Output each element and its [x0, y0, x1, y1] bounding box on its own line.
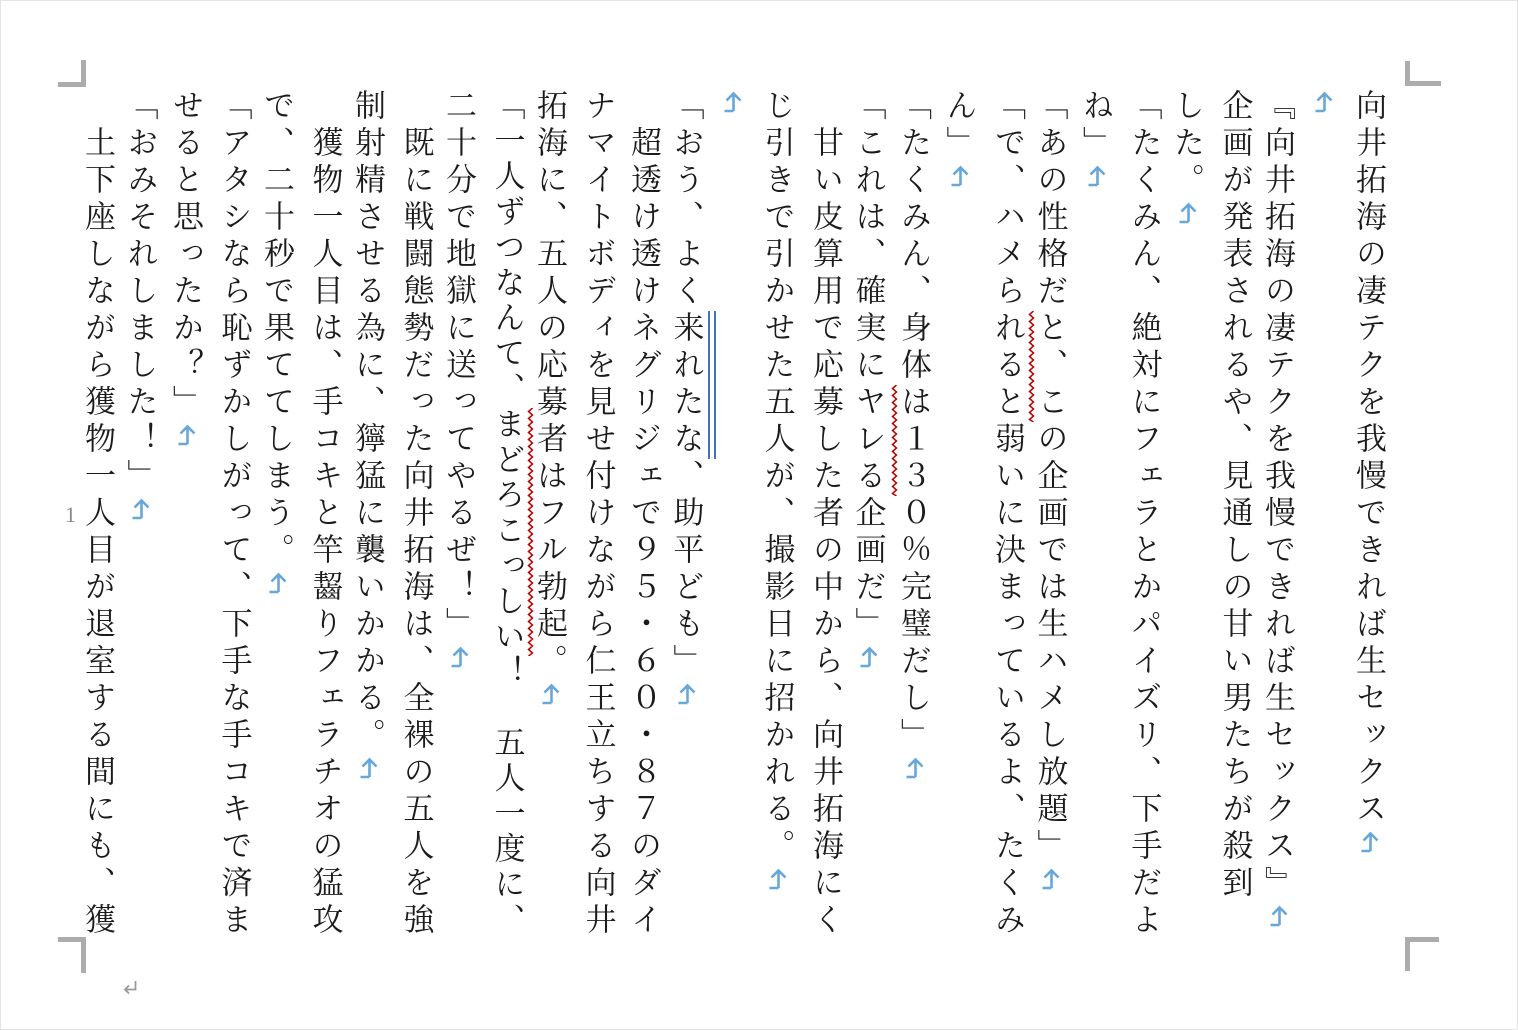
return-arrow-icon	[119, 977, 140, 1003]
text-line[interactable]: 「おみそれしました！」	[120, 89, 166, 942]
vertical-return-arrow-icon	[254, 570, 300, 597]
vertical-return-arrow-icon	[1027, 866, 1073, 893]
text-line[interactable]: 超透け透けネグリジェで９５・６０・８７のダイ	[626, 126, 661, 940]
vertical-return-arrow-icon	[936, 163, 982, 190]
text-line[interactable]: 制射精させる為に、獰猛に襲いかかる。	[348, 89, 394, 942]
text-line[interactable]: せると思ったか？」	[166, 89, 212, 942]
text-boundary-corner-top-right	[1405, 61, 1441, 86]
vertical-return-arrow-icon	[1164, 200, 1210, 227]
text-line[interactable]: 「あの性格だと、この企画では生ハメし放題」	[1030, 89, 1076, 942]
text-line[interactable]: ん」	[939, 89, 985, 942]
text-line[interactable]: 「これは、確実にヤレる企画だ」	[848, 89, 894, 942]
vertical-return-arrow-icon	[663, 681, 709, 708]
text-line[interactable]: 既に戦闘態勢だった向井拓海は、全裸の五人を強	[398, 126, 434, 940]
text-line[interactable]: 「一人ずつなんて、まどろこっしい！ 五人一度に、	[489, 89, 525, 939]
text-line[interactable]: 「で、ハメられると弱いに決まっているよ、たくみ	[990, 89, 1025, 940]
text-line[interactable]: 『向井拓海の凄テクを我慢できれば生セックス』	[1258, 89, 1304, 942]
vertical-return-arrow-icon	[1073, 163, 1119, 190]
vertical-return-arrow-icon	[754, 866, 800, 893]
text-line[interactable]: 獲物一人目は、手コキと竿齧りフェラチオの猛攻	[307, 126, 343, 940]
vertical-return-arrow-icon	[117, 496, 163, 523]
text-boundary-corner-bottom-right	[1405, 937, 1439, 971]
vertical-return-arrow-icon	[845, 644, 891, 671]
vertical-return-arrow-icon	[1346, 829, 1392, 856]
text-line[interactable]: 「アタシなら恥ずかしがって、下手な手コキで済ま	[216, 89, 252, 940]
vertical-return-arrow-icon	[709, 89, 755, 116]
text-line[interactable]: 「おう、よく来れたな、助平ども」	[666, 89, 712, 942]
text-line[interactable]: じ引きで引かせた五人が、撮影日に招かれる。	[757, 89, 803, 942]
vertical-return-arrow-icon	[1300, 89, 1346, 116]
text-line[interactable]: で、二十秒で果ててしまう。	[257, 89, 303, 942]
text-line[interactable]: 向井拓海の凄テクを我慢できれば生セックス	[1349, 89, 1395, 942]
text-line[interactable]: ナマイトボディを見せ付けながら仁王立ちする向井	[580, 89, 616, 940]
vertical-return-arrow-icon	[891, 755, 937, 782]
text-flow[interactable]	[75, 89, 1395, 942]
page-number: 1	[65, 502, 76, 527]
text-line[interactable]: 拓海に、五人の応募者はフル勃起。	[530, 89, 576, 942]
vertical-return-arrow-icon	[436, 644, 482, 671]
vertical-return-arrow-icon	[527, 681, 573, 708]
vertical-return-arrow-icon	[163, 422, 209, 449]
text-boundary-corner-bottom-left	[58, 937, 86, 973]
text-line[interactable]: 土下座しながら獲物一人目が退室する間にも、獲	[80, 126, 115, 940]
text-line[interactable]: 二十分で地獄に送ってやるぜ！」	[439, 89, 485, 942]
text-line[interactable]: 「たくみん、絶対にフェラとかパイズリ、下手だよ	[1126, 89, 1162, 940]
text-line[interactable]: 企画が発表されるや、見通しの甘い男たちが殺到	[1217, 89, 1253, 903]
text-line[interactable]: 甘い皮算用で応募した者の中から、向井拓海にく	[808, 126, 843, 940]
text-line[interactable]: ね」	[1076, 89, 1122, 942]
text-boundary-corner-top-left	[58, 60, 86, 87]
text-line[interactable]: 「たくみん、身体は１３０％完璧だし」	[894, 89, 940, 942]
text-line[interactable]	[712, 89, 758, 942]
text-line[interactable]: した。	[1167, 89, 1213, 942]
vertical-return-arrow-icon	[1255, 903, 1301, 930]
vertical-return-arrow-icon	[345, 755, 391, 782]
text-line[interactable]	[1303, 89, 1349, 942]
